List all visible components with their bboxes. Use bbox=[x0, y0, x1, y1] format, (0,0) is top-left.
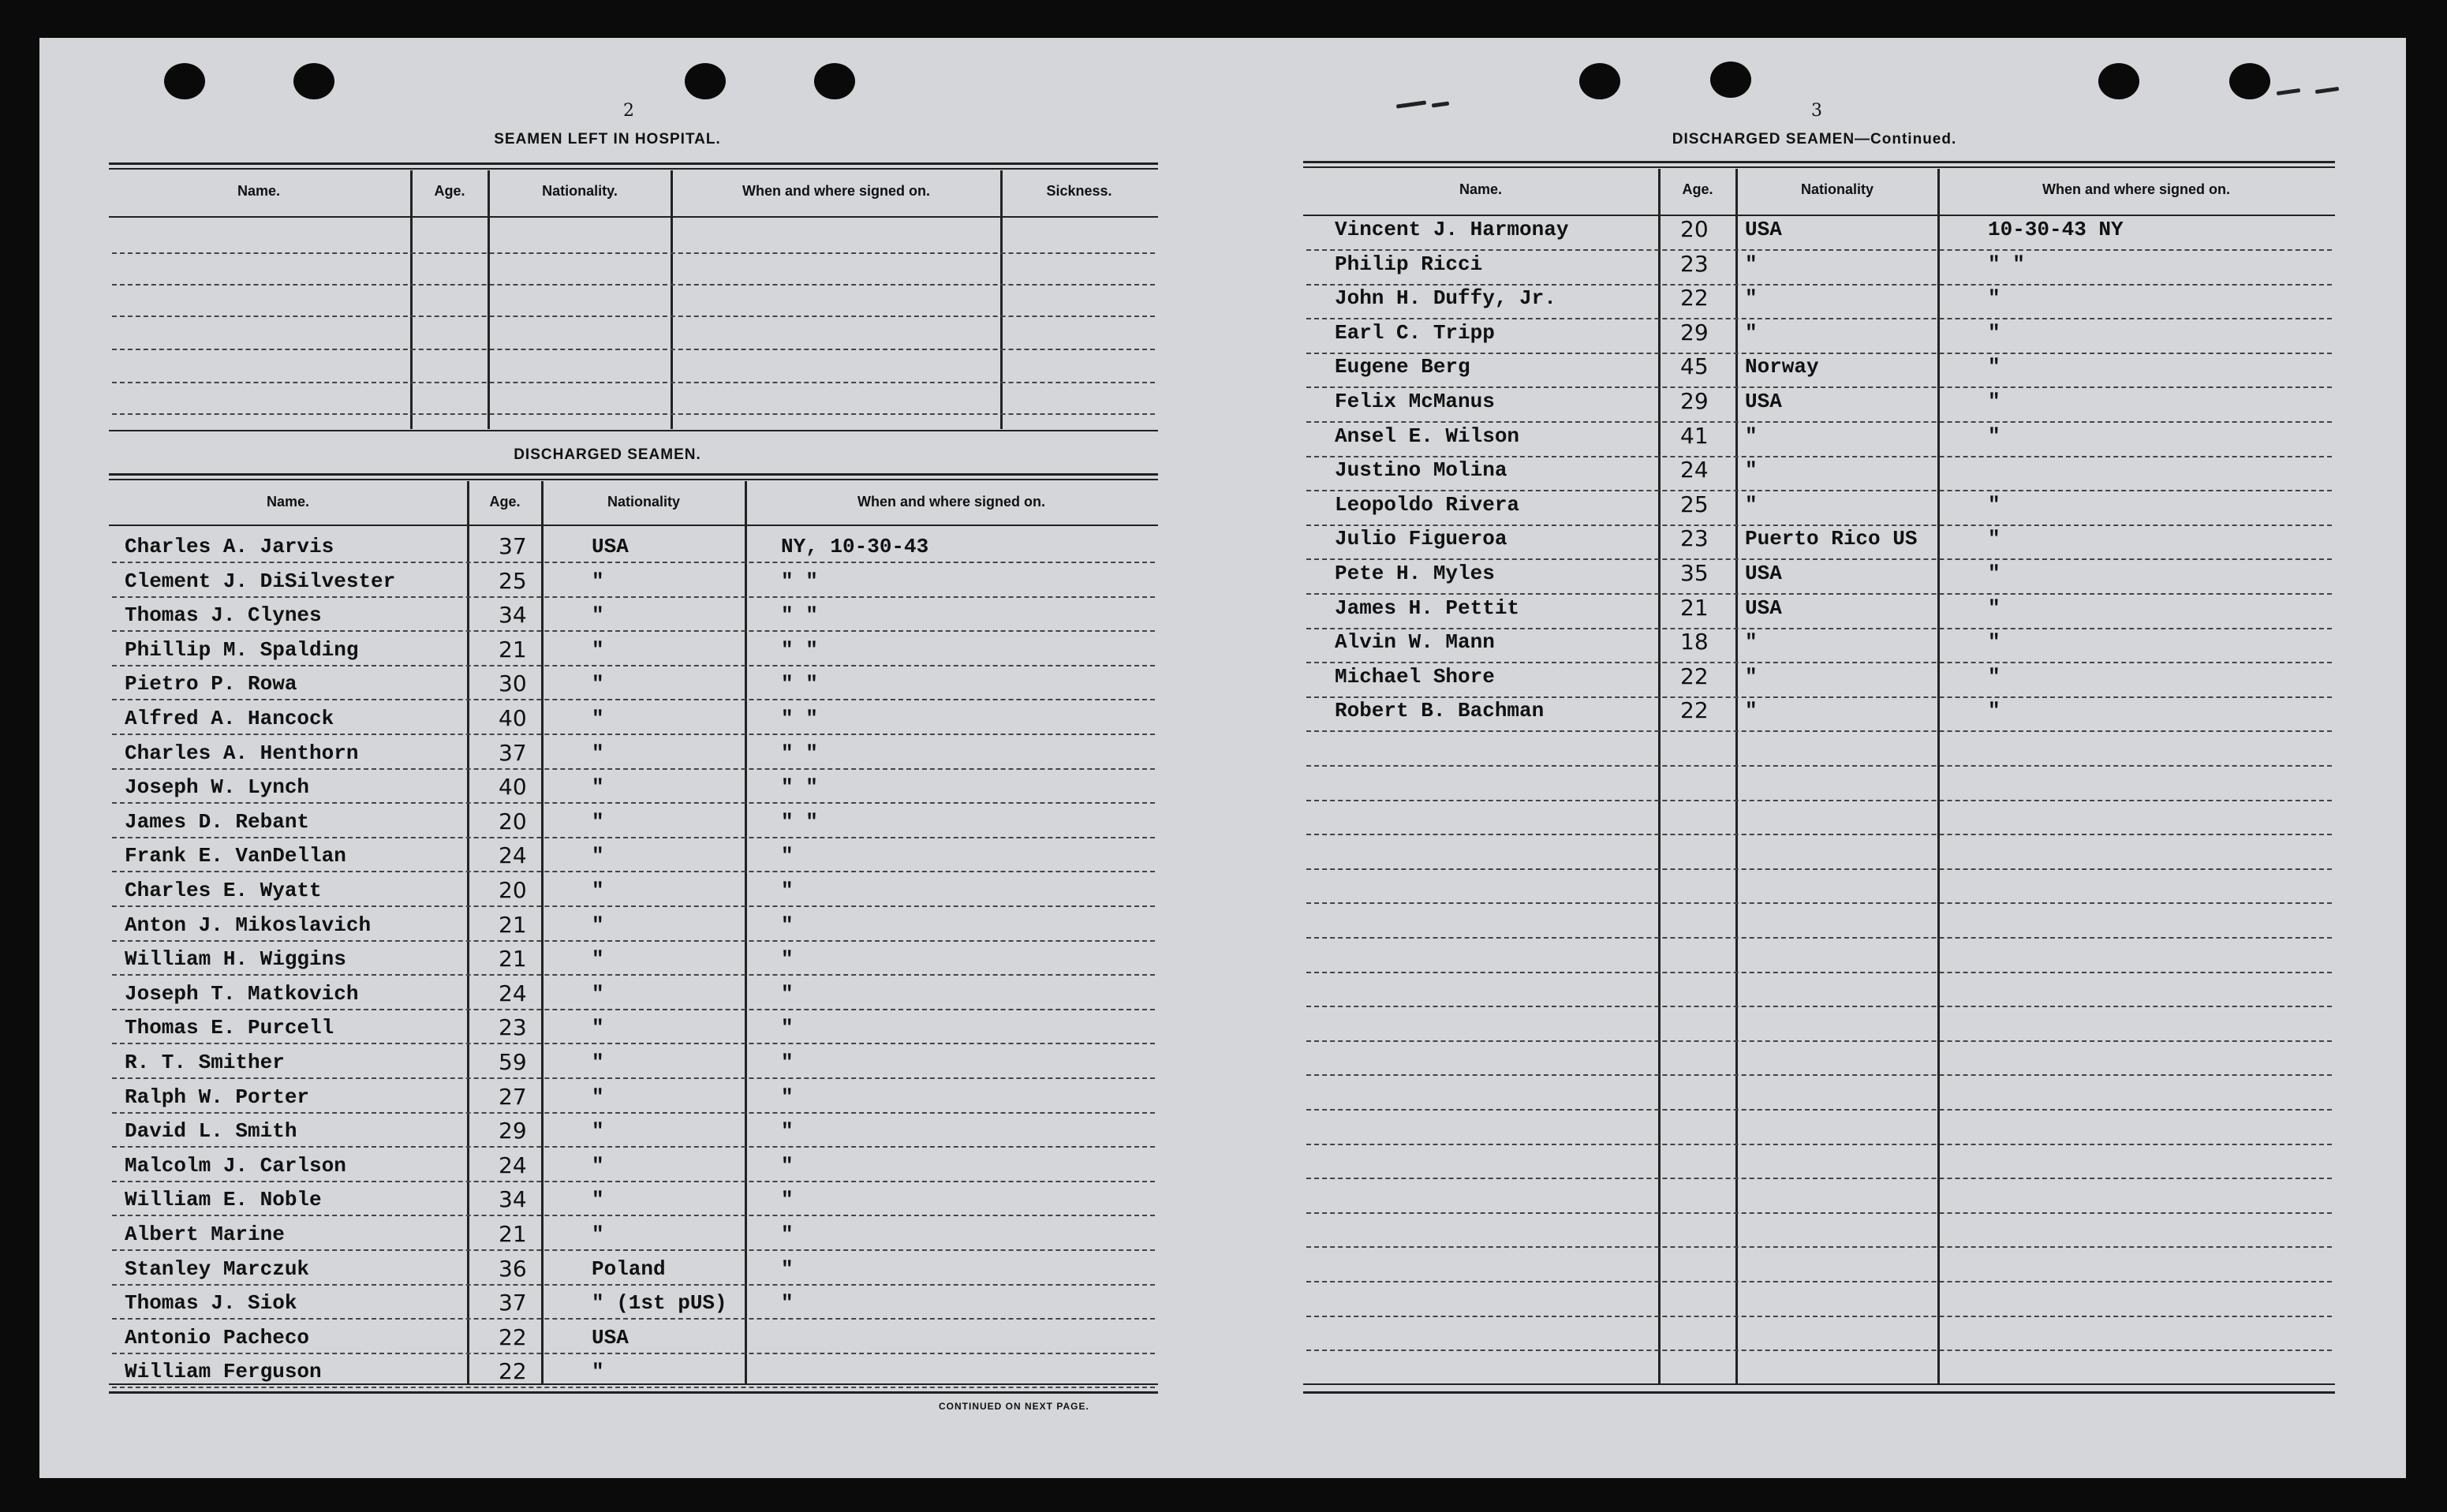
seaman-name: Robert B. Bachman bbox=[1335, 699, 1545, 722]
seaman-signed-on: " bbox=[1988, 596, 2001, 620]
seaman-nationality: " bbox=[592, 810, 604, 834]
seaman-nationality: " bbox=[592, 638, 604, 662]
punch-hole bbox=[685, 63, 726, 99]
row-rule bbox=[1306, 1109, 2332, 1111]
seaman-nationality: " bbox=[592, 741, 604, 765]
seaman-name: Leopoldo Rivera bbox=[1335, 493, 1520, 517]
seaman-signed-on: " bbox=[781, 1257, 794, 1281]
seaman-nationality: " bbox=[1745, 458, 1758, 482]
seaman-age: 23 bbox=[499, 1014, 527, 1040]
seaman-nationality: " bbox=[1745, 699, 1758, 722]
seaman-signed-on: " bbox=[781, 879, 794, 902]
seaman-age: 29 bbox=[1680, 319, 1709, 345]
seaman-nationality: " bbox=[592, 707, 604, 730]
seaman-name: Felix McManus bbox=[1335, 390, 1495, 413]
row-rule bbox=[112, 1318, 1155, 1320]
seaman-signed-on: " " bbox=[781, 810, 818, 834]
seaman-name: Joseph T. Matkovich bbox=[125, 982, 359, 1006]
column-header-signed-on: When and where signed on. bbox=[857, 494, 1046, 510]
seaman-nationality: " bbox=[592, 1119, 604, 1143]
row-rule bbox=[1306, 525, 2332, 526]
seaman-name: Charles A. Henthorn bbox=[125, 741, 359, 765]
row-rule bbox=[112, 1387, 1155, 1388]
seaman-signed-on: " bbox=[781, 1119, 794, 1143]
seaman-nationality: " (1st pUS) bbox=[592, 1291, 727, 1315]
seaman-age: 20 bbox=[1680, 216, 1709, 242]
seaman-age: 22 bbox=[1680, 697, 1709, 723]
seaman-age: 22 bbox=[1680, 663, 1709, 689]
seaman-nationality: USA bbox=[1745, 390, 1782, 413]
punch-hole bbox=[1710, 62, 1751, 98]
seaman-name: Thomas J. Clynes bbox=[125, 603, 322, 627]
seaman-nationality: Norway bbox=[1745, 355, 1819, 379]
column-header-sickness: Sickness. bbox=[1046, 183, 1112, 199]
row-rule bbox=[1306, 730, 2332, 732]
seaman-age: 34 bbox=[499, 602, 527, 628]
punch-hole bbox=[164, 63, 205, 99]
seaman-signed-on: " bbox=[781, 1223, 794, 1246]
row-rule bbox=[1306, 490, 2332, 491]
seaman-signed-on: " bbox=[1988, 321, 2001, 345]
seaman-name: Ansel E. Wilson bbox=[1335, 424, 1520, 448]
seaman-age: 36 bbox=[499, 1256, 527, 1282]
row-rule bbox=[1306, 1316, 2332, 1317]
seaman-signed-on: " " bbox=[781, 638, 818, 662]
seaman-signed-on: " " bbox=[781, 603, 818, 627]
seaman-name: Stanley Marczuk bbox=[125, 1257, 310, 1281]
seaman-age: 24 bbox=[499, 1152, 527, 1178]
column-header-age: Age. bbox=[1682, 181, 1713, 197]
seaman-name: Alfred A. Hancock bbox=[125, 707, 334, 730]
row-rule bbox=[112, 1043, 1155, 1044]
seaman-name: Phillip M. Spalding bbox=[125, 638, 359, 662]
seaman-nationality: " bbox=[592, 913, 604, 937]
page-number: 2 bbox=[623, 101, 634, 121]
pencil-mark bbox=[1396, 100, 1426, 108]
seaman-nationality: " bbox=[592, 1223, 604, 1246]
row-rule bbox=[1306, 593, 2332, 595]
seaman-nationality: USA bbox=[1745, 218, 1782, 241]
seaman-age: 37 bbox=[499, 533, 527, 559]
seaman-signed-on: " bbox=[781, 1188, 794, 1211]
punch-hole bbox=[814, 63, 855, 99]
seaman-age: 30 bbox=[499, 670, 527, 696]
document-sheet bbox=[39, 38, 2406, 1478]
seaman-name: Charles A. Jarvis bbox=[125, 535, 334, 558]
row-rule bbox=[1306, 1350, 2332, 1351]
row-rule bbox=[112, 1215, 1155, 1216]
seaman-age: 25 bbox=[499, 568, 527, 594]
row-rule bbox=[1306, 696, 2332, 698]
seaman-name: R. T. Smither bbox=[125, 1051, 285, 1074]
seaman-age: 21 bbox=[499, 946, 527, 972]
row-rule bbox=[1306, 1006, 2332, 1007]
row-rule bbox=[1306, 800, 2332, 801]
row-rule bbox=[1306, 972, 2332, 973]
seaman-name: Eugene Berg bbox=[1335, 355, 1470, 379]
column-header-nationality: Nationality bbox=[1800, 181, 1874, 197]
seaman-age: 37 bbox=[499, 740, 527, 766]
column-header-age: Age. bbox=[434, 183, 465, 199]
seaman-name: William H. Wiggins bbox=[125, 947, 346, 971]
seaman-nationality: USA bbox=[1745, 596, 1782, 620]
seaman-age: 40 bbox=[499, 705, 527, 731]
seaman-signed-on: " " bbox=[1988, 252, 2025, 276]
seaman-age: 41 bbox=[1680, 423, 1709, 449]
seaman-age: 21 bbox=[499, 1221, 527, 1247]
seaman-nationality: " bbox=[592, 1016, 604, 1040]
seaman-nationality: " bbox=[592, 1360, 604, 1383]
seaman-name: James H. Pettit bbox=[1335, 596, 1520, 620]
seaman-name: Malcolm J. Carlson bbox=[125, 1154, 346, 1178]
seaman-age: 35 bbox=[1680, 560, 1709, 586]
discharged-continued-title: DISCHARGED SEAMEN—Continued. bbox=[1672, 131, 1957, 147]
seaman-name: Earl C. Tripp bbox=[1335, 321, 1495, 345]
seaman-signed-on: " " bbox=[781, 741, 818, 765]
punch-hole bbox=[293, 63, 334, 99]
seaman-name: Justino Molina bbox=[1335, 458, 1507, 482]
row-rule bbox=[1306, 868, 2332, 870]
seaman-nationality: " bbox=[1745, 630, 1758, 654]
seaman-nationality: USA bbox=[592, 535, 629, 558]
seaman-name: David L. Smith bbox=[125, 1119, 297, 1143]
row-rule bbox=[112, 802, 1155, 804]
row-rule bbox=[112, 1112, 1155, 1114]
row-rule bbox=[1306, 834, 2332, 835]
seaman-name: Ralph W. Porter bbox=[125, 1085, 310, 1109]
seaman-nationality: " bbox=[592, 775, 604, 799]
row-rule bbox=[1306, 902, 2332, 904]
row-rule bbox=[1306, 765, 2332, 767]
seaman-signed-on: 10-30-43 NY bbox=[1988, 218, 2124, 241]
row-rule bbox=[112, 871, 1155, 872]
seaman-age: 22 bbox=[499, 1324, 527, 1350]
seaman-name: Albert Marine bbox=[125, 1223, 285, 1246]
row-rule bbox=[112, 940, 1155, 942]
pencil-mark bbox=[2277, 88, 2300, 95]
seaman-name: Clement J. DiSilvester bbox=[125, 569, 396, 593]
row-rule bbox=[112, 1009, 1155, 1010]
seaman-name: Thomas J. Siok bbox=[125, 1291, 297, 1315]
seaman-nationality: " bbox=[1745, 321, 1758, 345]
seaman-signed-on: NY, 10-30-43 bbox=[781, 535, 929, 558]
page-number: 3 bbox=[1811, 101, 1822, 121]
seaman-name: Pietro P. Rowa bbox=[125, 672, 297, 696]
discharged-section-title: DISCHARGED SEAMEN. bbox=[514, 446, 701, 463]
seaman-age: 21 bbox=[499, 637, 527, 663]
seaman-age: 20 bbox=[499, 808, 527, 834]
row-rule bbox=[1306, 1144, 2332, 1145]
row-rule bbox=[112, 1077, 1155, 1079]
seaman-name: Pete H. Myles bbox=[1335, 562, 1495, 585]
row-rule bbox=[1306, 1178, 2332, 1179]
seaman-name: John H. Duffy, Jr. bbox=[1335, 286, 1556, 310]
seaman-nationality: " bbox=[592, 844, 604, 868]
seaman-age: 40 bbox=[499, 774, 527, 800]
seaman-signed-on: " " bbox=[781, 707, 818, 730]
row-rule bbox=[1306, 386, 2332, 388]
seaman-age: 24 bbox=[1680, 457, 1709, 483]
row-rule bbox=[112, 1146, 1155, 1148]
seaman-signed-on: " bbox=[1988, 562, 2001, 585]
row-rule bbox=[112, 596, 1155, 598]
seaman-nationality: " bbox=[1745, 286, 1758, 310]
row-rule bbox=[112, 1353, 1155, 1354]
seaman-signed-on: " bbox=[1988, 355, 2001, 379]
seaman-name: Vincent J. Harmonay bbox=[1335, 218, 1569, 241]
seaman-nationality: " bbox=[592, 982, 604, 1006]
row-rule bbox=[112, 630, 1155, 632]
pencil-mark bbox=[1432, 101, 1449, 107]
hospital-section-title: SEAMEN LEFT IN HOSPITAL. bbox=[494, 131, 721, 147]
seaman-signed-on: " bbox=[781, 1051, 794, 1074]
seaman-age: 21 bbox=[1680, 595, 1709, 621]
column-header-signed-on: When and where signed on. bbox=[2042, 181, 2231, 197]
seaman-age: 21 bbox=[499, 912, 527, 938]
seaman-age: 29 bbox=[1680, 388, 1709, 414]
seaman-nationality: " bbox=[592, 603, 604, 627]
seaman-age: 20 bbox=[499, 877, 527, 903]
seaman-age: 24 bbox=[499, 980, 527, 1006]
punch-hole bbox=[1579, 63, 1620, 99]
row-rule bbox=[112, 665, 1155, 666]
column-header-nationality: Nationality. bbox=[542, 183, 618, 199]
row-rule bbox=[1306, 1212, 2332, 1214]
seaman-signed-on: " bbox=[781, 1154, 794, 1178]
seaman-age: 22 bbox=[1680, 285, 1709, 311]
seaman-nationality: " bbox=[592, 947, 604, 971]
seaman-nationality: " bbox=[592, 569, 604, 593]
seaman-age: 25 bbox=[1680, 491, 1709, 517]
seaman-name: Joseph W. Lynch bbox=[125, 775, 310, 799]
row-rule bbox=[1306, 456, 2332, 457]
row-rule bbox=[112, 768, 1155, 770]
seaman-age: 18 bbox=[1680, 629, 1709, 655]
row-rule bbox=[1306, 1040, 2332, 1042]
row-rule bbox=[112, 905, 1155, 907]
row-rule bbox=[1306, 1074, 2332, 1076]
seaman-signed-on: " bbox=[1988, 527, 2001, 551]
seaman-nationality: " bbox=[1745, 665, 1758, 689]
row-rule bbox=[1306, 937, 2332, 939]
seaman-name: Thomas E. Purcell bbox=[125, 1016, 334, 1040]
continued-note: CONTINUED ON NEXT PAGE. bbox=[939, 1401, 1089, 1412]
seaman-age: 24 bbox=[499, 842, 527, 868]
seaman-nationality: " bbox=[592, 879, 604, 902]
seaman-age: 37 bbox=[499, 1290, 527, 1316]
seaman-nationality: " bbox=[592, 1154, 604, 1178]
seaman-name: Anton J. Mikoslavich bbox=[125, 913, 372, 937]
seaman-name: Philip Ricci bbox=[1335, 252, 1483, 276]
seaman-age: 23 bbox=[1680, 525, 1709, 551]
seaman-signed-on: " bbox=[1988, 286, 2001, 310]
seaman-age: 23 bbox=[1680, 251, 1709, 277]
row-rule bbox=[1306, 249, 2332, 251]
seaman-nationality: USA bbox=[592, 1326, 629, 1350]
row-rule bbox=[112, 734, 1155, 735]
seaman-signed-on: " bbox=[1988, 424, 2001, 448]
seaman-age: 45 bbox=[1680, 353, 1709, 379]
seaman-name: Antonio Pacheco bbox=[125, 1326, 310, 1350]
row-rule bbox=[112, 1249, 1155, 1251]
seaman-nationality: " bbox=[592, 672, 604, 696]
seaman-signed-on: " " bbox=[781, 775, 818, 799]
seaman-signed-on: " bbox=[1988, 630, 2001, 654]
seaman-name: William E. Noble bbox=[125, 1188, 322, 1211]
seaman-age: 27 bbox=[499, 1084, 527, 1110]
row-rule bbox=[1306, 662, 2332, 663]
seaman-nationality: " bbox=[592, 1085, 604, 1109]
row-rule bbox=[112, 1284, 1155, 1286]
seaman-signed-on: " bbox=[1988, 390, 2001, 413]
seaman-signed-on: " bbox=[781, 982, 794, 1006]
row-rule bbox=[112, 699, 1155, 700]
seaman-name: Frank E. VanDellan bbox=[125, 844, 346, 868]
seaman-name: James D. Rebant bbox=[125, 810, 310, 834]
seaman-age: 29 bbox=[499, 1118, 527, 1144]
seaman-signed-on: " " bbox=[781, 569, 818, 593]
row-rule bbox=[1306, 421, 2332, 423]
seaman-signed-on: " bbox=[781, 1291, 794, 1315]
row-rule bbox=[112, 837, 1155, 838]
seaman-name: Alvin W. Mann bbox=[1335, 630, 1495, 654]
row-rule bbox=[1306, 318, 2332, 319]
column-header-age: Age. bbox=[489, 494, 521, 510]
seaman-signed-on: " bbox=[781, 913, 794, 937]
seaman-age: 59 bbox=[499, 1049, 527, 1075]
punch-hole bbox=[2098, 63, 2139, 99]
row-rule bbox=[1306, 628, 2332, 629]
row-rule bbox=[1306, 1281, 2332, 1282]
seaman-name: William Ferguson bbox=[125, 1360, 322, 1383]
seaman-signed-on: " " bbox=[781, 672, 818, 696]
seaman-signed-on: " bbox=[781, 947, 794, 971]
row-rule bbox=[1306, 353, 2332, 354]
row-rule bbox=[112, 974, 1155, 976]
row-rule bbox=[1306, 284, 2332, 286]
seaman-nationality: " bbox=[592, 1051, 604, 1074]
seaman-age: 22 bbox=[499, 1358, 527, 1384]
column-header-signed-on: When and where signed on. bbox=[742, 183, 931, 199]
row-rule bbox=[112, 1181, 1155, 1182]
seaman-age: 34 bbox=[499, 1186, 527, 1212]
seaman-name: Charles E. Wyatt bbox=[125, 879, 322, 902]
column-header-nationality: Nationality bbox=[607, 494, 680, 510]
seaman-nationality: Puerto Rico US bbox=[1745, 527, 1918, 551]
seaman-nationality: Poland bbox=[592, 1257, 666, 1281]
column-header-name: Name. bbox=[237, 183, 281, 199]
seaman-signed-on: " bbox=[781, 844, 794, 868]
column-header-name: Name. bbox=[266, 494, 310, 510]
seaman-signed-on: " bbox=[1988, 699, 2001, 722]
seaman-nationality: " bbox=[1745, 424, 1758, 448]
seaman-signed-on: " bbox=[781, 1016, 794, 1040]
seaman-signed-on: " bbox=[1988, 493, 2001, 517]
seaman-name: Michael Shore bbox=[1335, 665, 1495, 689]
seaman-nationality: " bbox=[1745, 493, 1758, 517]
punch-hole bbox=[2229, 63, 2270, 99]
pencil-mark bbox=[2315, 87, 2339, 94]
seaman-signed-on: " bbox=[781, 1085, 794, 1109]
row-rule bbox=[112, 562, 1155, 563]
seaman-nationality: " bbox=[592, 1188, 604, 1211]
row-rule bbox=[1306, 558, 2332, 560]
seaman-signed-on: " bbox=[1988, 665, 2001, 689]
column-header-name: Name. bbox=[1459, 181, 1503, 197]
seaman-nationality: " bbox=[1745, 252, 1758, 276]
seaman-name: Julio Figueroa bbox=[1335, 527, 1507, 551]
row-rule bbox=[1306, 1246, 2332, 1248]
seaman-nationality: USA bbox=[1745, 562, 1782, 585]
